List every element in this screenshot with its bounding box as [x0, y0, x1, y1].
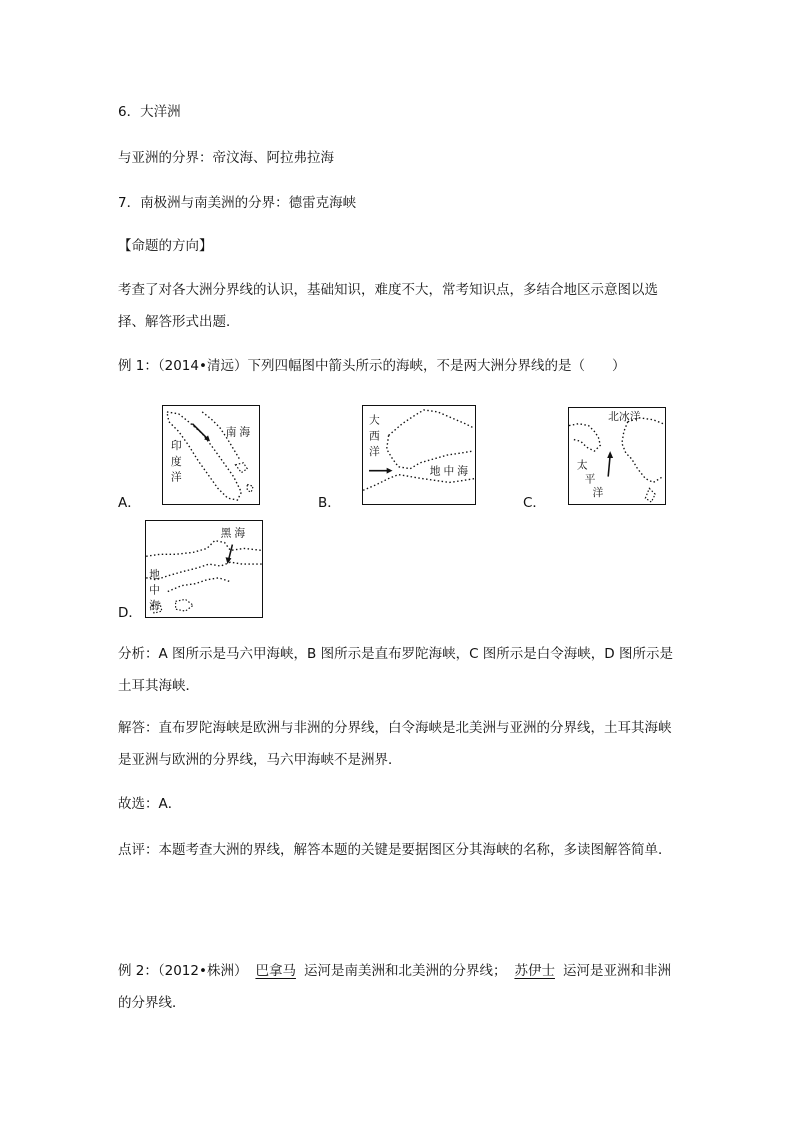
map-d-label-4: 中	[149, 583, 160, 597]
map-a	[162, 405, 260, 505]
map-b-label-3: 洋	[369, 445, 380, 458]
direction-text: 考查了对各大洲分界线的认识，基础知识，难度不大，常考知识点，多结合地区示意图以选择、解答形式出题．	[118, 282, 658, 330]
example2-suffix: 运河是亚洲和非洲的分界线．	[118, 963, 671, 1011]
map-c-label-2: 太	[576, 458, 588, 472]
map-d-label-5: 海	[149, 599, 160, 613]
item-6: 6．大洋洲	[118, 104, 181, 120]
solution-text: 解答：直布罗陀海峡是欧洲与非洲的分界线，白令海峡是北美洲与亚洲的分界线，土耳其海峡是亚洲与欧洲的分界线，马六甲海峡不是洲界．	[118, 720, 672, 768]
item-6-boundary: 与亚洲的分界：帝汶海、阿拉弗拉海	[118, 150, 334, 166]
map-d-label-1: 黑	[220, 526, 232, 540]
map-a-label-5: 海	[239, 425, 251, 439]
map-b-label-1: 大	[369, 413, 380, 427]
map-b	[362, 405, 476, 505]
example2-prefix: 例 2：（2012•株洲）	[118, 963, 248, 979]
map-d-label-2: 海	[234, 526, 246, 540]
section-heading: 【命题的方向】	[118, 238, 213, 254]
map-b-label-4: 地	[429, 464, 441, 478]
option-b-label: B．	[318, 495, 341, 511]
item-7: 7．南极洲与南美洲的分界：德雷克海峡	[118, 195, 357, 211]
option-c-label: C．	[523, 495, 546, 511]
comment-text: 点评：本题考查大洲的界线，解答本题的关键是要据图区分其海峡的名称，多读图解答简单．	[118, 842, 672, 858]
map-b-label-2: 西	[369, 429, 380, 443]
map-a-label-1: 印	[170, 439, 182, 453]
example1-question: 例 1：（2014•清远）下列四幅图中箭头所示的海峡，不是两大洲分界线的是（ ）	[118, 358, 626, 374]
map-d-label-3: 地	[149, 567, 160, 581]
map-a-label-2: 度	[170, 454, 182, 468]
map-c-label-3: 平	[584, 472, 596, 486]
map-b-label-5: 中	[443, 464, 455, 478]
map-b-label-6: 海	[457, 464, 468, 478]
option-a-label: A．	[118, 495, 141, 511]
map-c-label-4: 洋	[592, 486, 604, 500]
example2-text	[118, 955, 678, 1019]
example2-blank-2: 苏伊士	[514, 963, 555, 979]
option-d-label: D．	[118, 605, 142, 621]
example2-blank-1: 巴拿马	[255, 963, 296, 979]
map-c-label-1: 北冰洋	[608, 409, 641, 423]
analysis-text: 分析：A 图所示是马六甲海峡，B 图所示是直布罗陀海峡，C 图所示是白令海峡，D 图所示是土耳其海峡．	[118, 646, 673, 694]
map-c	[568, 407, 666, 505]
answer-text: 故选：A．	[118, 796, 182, 812]
map-a-label-3: 洋	[170, 470, 182, 484]
map-d	[145, 520, 263, 618]
example2-middle: 运河是南美洲和北美洲的分界线；	[303, 963, 507, 979]
map-a-label-4: 南	[225, 425, 237, 439]
